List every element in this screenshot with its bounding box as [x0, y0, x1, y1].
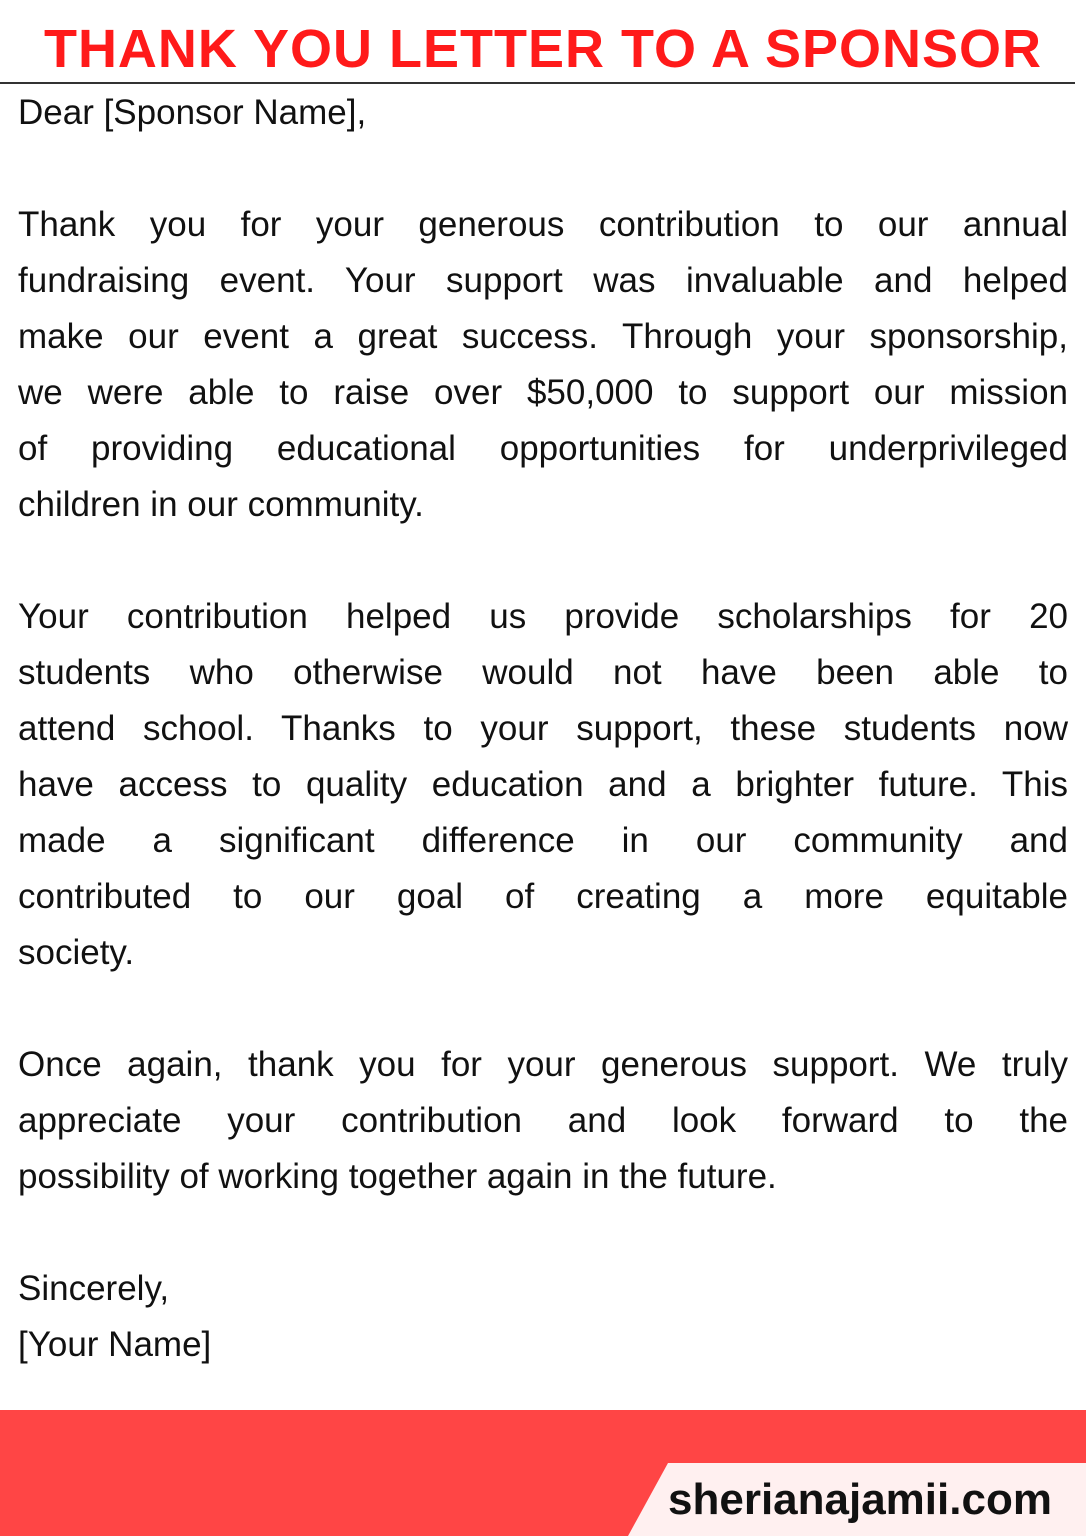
closing: Sincerely,	[18, 1269, 170, 1308]
paragraph-line: attend school. Thanks to your support, these students now	[18, 709, 1068, 748]
footer-website: sherianajamii.com	[668, 1475, 1052, 1524]
paragraph-line: fundraising event. Your support was invaluable and helped	[18, 261, 1068, 300]
paragraph-line: of providing educational opportunities for underprivileged	[18, 429, 1068, 468]
signature: [Your Name]	[18, 1325, 212, 1364]
paragraph-line: make our event a great success. Through your sponsorship,	[18, 317, 1068, 356]
salutation: Dear [Sponsor Name],	[18, 93, 367, 132]
paragraph-line: possibility of working together again in the future.	[18, 1157, 777, 1196]
paragraph-line: children in our community.	[18, 485, 424, 524]
letter-body	[18, 85, 1068, 1373]
paragraph-line: Thank you for your generous contribution to our annual	[18, 205, 1068, 244]
paragraph	[18, 1037, 1068, 1205]
title-divider	[0, 82, 1075, 84]
page-title: THANK YOU LETTER TO A SPONSOR	[43, 19, 1043, 79]
paragraph-line: we were able to raise over $50,000 to support our mission	[18, 373, 1068, 412]
paragraph	[18, 197, 1068, 533]
paragraph	[18, 589, 1068, 981]
paragraph-line: Your contribution helped us provide scholarships for 20	[18, 597, 1068, 636]
paragraph-line: contributed to our goal of creating a more equitable	[18, 877, 1068, 916]
paragraph-line: appreciate your contribution and look forward to the	[18, 1101, 1068, 1140]
paragraph-line: society.	[18, 933, 135, 972]
paragraph-line: have access to quality education and a brighter future. This	[18, 765, 1068, 804]
paragraph-line: made a significant difference in our community and	[18, 821, 1068, 860]
paragraph-line: students who otherwise would not have been able to	[18, 653, 1068, 692]
paragraph-line: Once again, thank you for your generous support. We truly	[18, 1045, 1068, 1084]
